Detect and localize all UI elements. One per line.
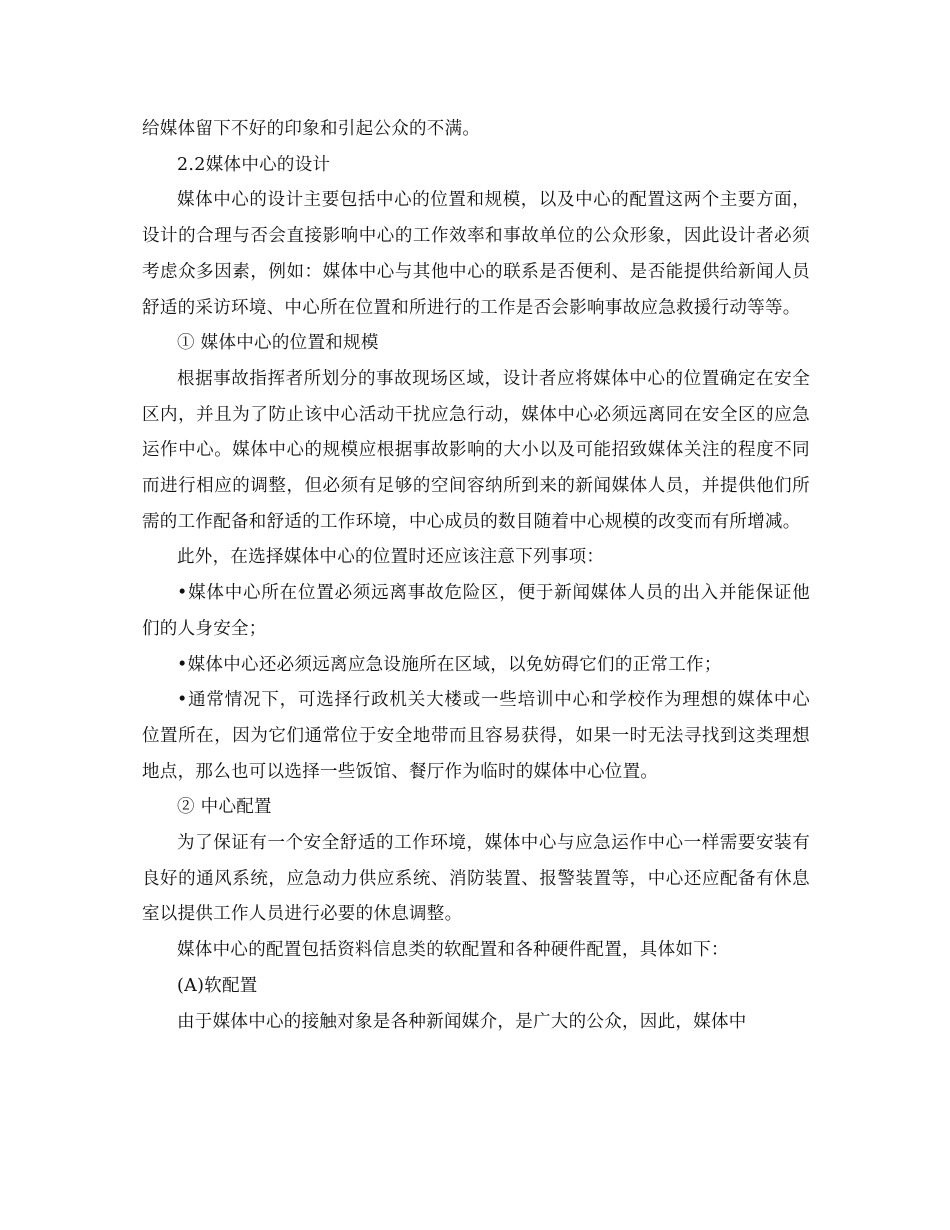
document-body — [142, 112, 810, 1040]
paragraph-considerations-intro: 此外，在选择媒体中心的位置时还应该注意下列事项： — [177, 547, 605, 568]
section-heading-media-center-design: 2.2媒体中心的设计 — [177, 154, 331, 175]
subheading-location-and-scale: ① 媒体中心的位置和规模 — [177, 333, 379, 354]
paragraph-location-scale: 根据事故指挥者所划分的事故现场区域，设计者应将媒体中心的位置确定在安全区内，并且为了防止该中心活动干扰应急行动，媒体中心必须远离同在安全区的应急运作中心。媒体中心的规模应根据事故影响的大小以及可能招致媒体关注的程度不同而进行相应的调整，但必须有足够的空间容纳所到来的新闻媒体人员，并提供他们所需的工作配备和舒适的工作环境，中心成员的数目随着中心规模的改变而有所增减。 — [142, 368, 810, 532]
paragraph-configuration: 为了保证有一个安全舒适的工作环境，媒体中心与应急运作中心一样需要安装有良好的通风系统，应急动力供应系统、消防装置、报警装置等，中心还应配备有休息室以提供工作人员进行必要的休息调整。 — [142, 833, 810, 925]
subheading-center-configuration: ② 中心配置 — [177, 797, 272, 818]
paragraph-continuation: 给媒体留下不好的印象和引起公众的不满。 — [142, 119, 481, 139]
bullet-item-ideal-location: •通常情况下，可选择行政机关大楼或一些培训中心和学校作为理想的媒体中心位置所在，因为它们通常位于安全地带而且容易获得，如果一时无法寻找到这类理想地点，那么也可以选择一些饭馆、餐厅作为临时的媒体中心位置。 — [142, 690, 810, 782]
paragraph-configuration-types: 媒体中心的配置包括资料信息类的软配置和各种硬件配置，具体如下： — [177, 940, 729, 961]
bullet-item-emergency-facilities: •媒体中心还必须远离应急设施所在区域，以免妨碍它们的正常工作； — [177, 654, 722, 675]
bullet-item-danger-zone: •媒体中心所在位置必须远离事故危险区，便于新闻媒体人员的出入并能保证他们的人身安全； — [142, 583, 810, 639]
subheading-soft-configuration: (A)软配置 — [177, 975, 258, 996]
paragraph-design-overview: 媒体中心的设计主要包括中心的位置和规模，以及中心的配置这两个主要方面，设计的合理与否会直接影响中心的工作效率和事故单位的公众形象，因此设计者必须考虑众多因素，例如：媒体中心与其他中心的联系是否便利、是否能提供给新闻人员舒适的采访环境、中心所在位置和所进行的工作是否会影响事故应急救援行动等等。 — [142, 190, 810, 318]
paragraph-soft-configuration: 由于媒体中心的接触对象是各种新闻媒介，是广大的公众，因此，媒体中 — [177, 1011, 747, 1032]
